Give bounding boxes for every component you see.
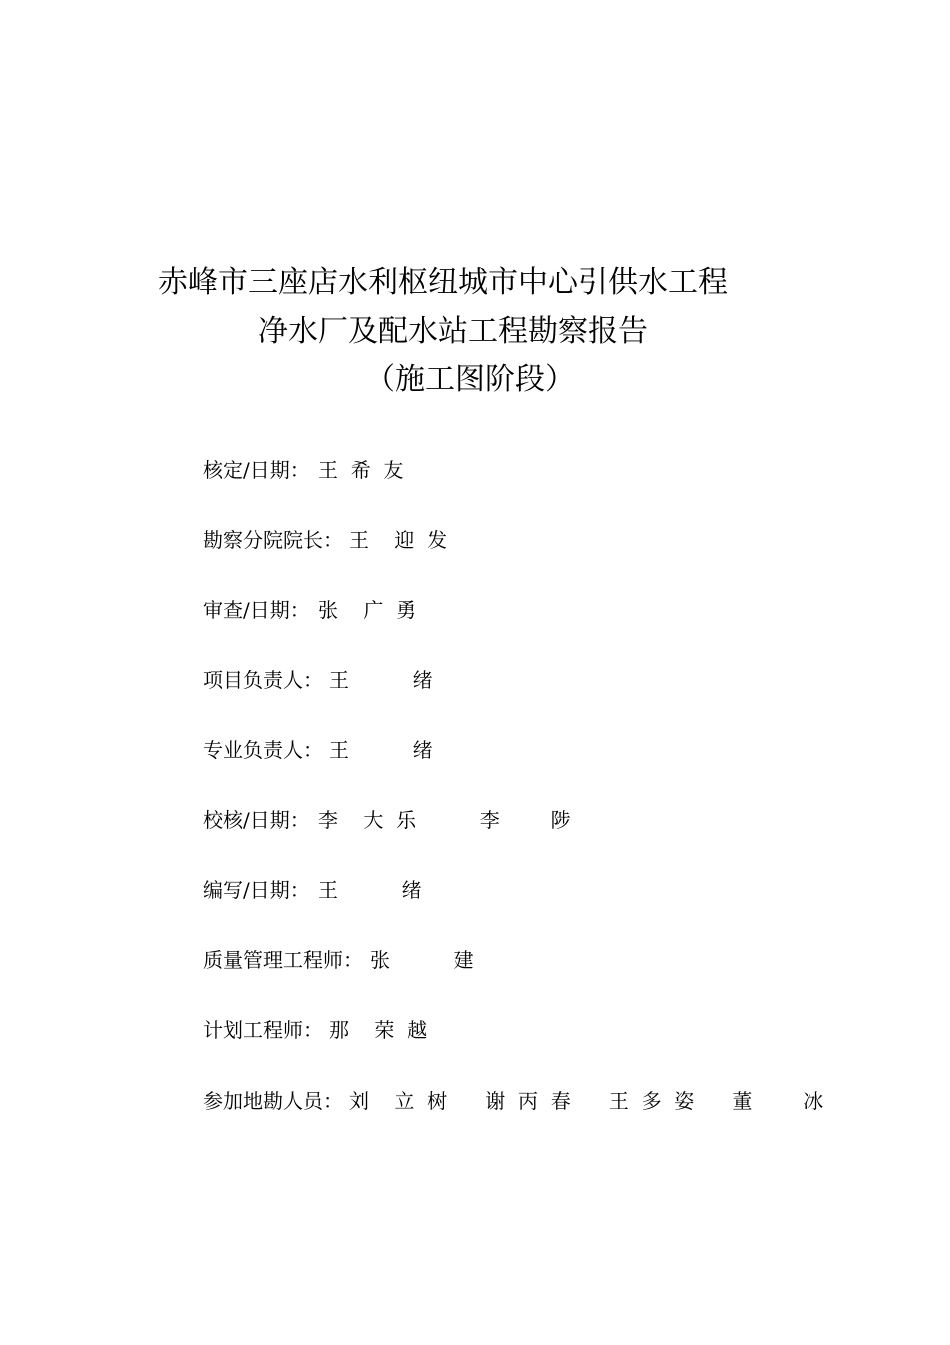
signoff-project-lead [203, 665, 433, 695]
signoff-approval [203, 455, 404, 485]
signoff-branch-director [203, 525, 448, 555]
signoff-project-lead-label: 项目负责人： [203, 668, 323, 692]
signoff-planning-engineer [203, 1015, 428, 1045]
signoff-survey-staff-value: 刘 立 树 谢 丙 春 王 多 姿 董 冰 [349, 1089, 824, 1113]
signoff-author [203, 875, 422, 905]
signoff-check [203, 805, 571, 835]
signoff-check-label: 校核/日期： [203, 808, 310, 832]
report-title-line-2: 净水厂及配水站工程勘察报告 [258, 314, 648, 349]
signoff-survey-staff [203, 1086, 824, 1116]
signoff-approval-value: 王 希 友 [318, 458, 404, 482]
signoff-quality-engineer-label: 质量管理工程师： [203, 948, 363, 972]
signoff-discipline-lead [203, 735, 433, 765]
signoff-review-label: 审查/日期： [203, 598, 310, 622]
signoff-approval-label: 核定/日期： [203, 458, 310, 482]
signoff-survey-staff-label: 参加地勘人员： [203, 1089, 343, 1113]
signoff-quality-engineer [203, 945, 474, 975]
signoff-review-value: 张 广 勇 [318, 598, 417, 622]
signoff-quality-engineer-value: 张 建 [370, 948, 474, 972]
report-title-line-1: 赤峰市三座店水利枢纽城市中心引供水工程 [158, 265, 728, 300]
signoff-discipline-lead-label: 专业负责人： [203, 738, 323, 762]
signoff-check-value: 李 大 乐 李 陟 [318, 808, 571, 832]
signoff-planning-engineer-label: 计划工程师： [203, 1018, 323, 1042]
signoff-branch-director-value: 王 迎 发 [349, 528, 448, 552]
signoff-branch-director-label: 勘察分院院长： [203, 528, 343, 552]
signoff-review [203, 595, 417, 625]
signoff-planning-engineer-value: 那 荣 越 [329, 1018, 428, 1042]
signoff-discipline-lead-value: 王 绪 [329, 738, 433, 762]
signoff-author-value: 王 绪 [318, 878, 422, 902]
report-title-line-3: （施工图阶段） [365, 362, 575, 397]
signoff-author-label: 编写/日期： [203, 878, 310, 902]
signoff-project-lead-value: 王 绪 [329, 668, 433, 692]
